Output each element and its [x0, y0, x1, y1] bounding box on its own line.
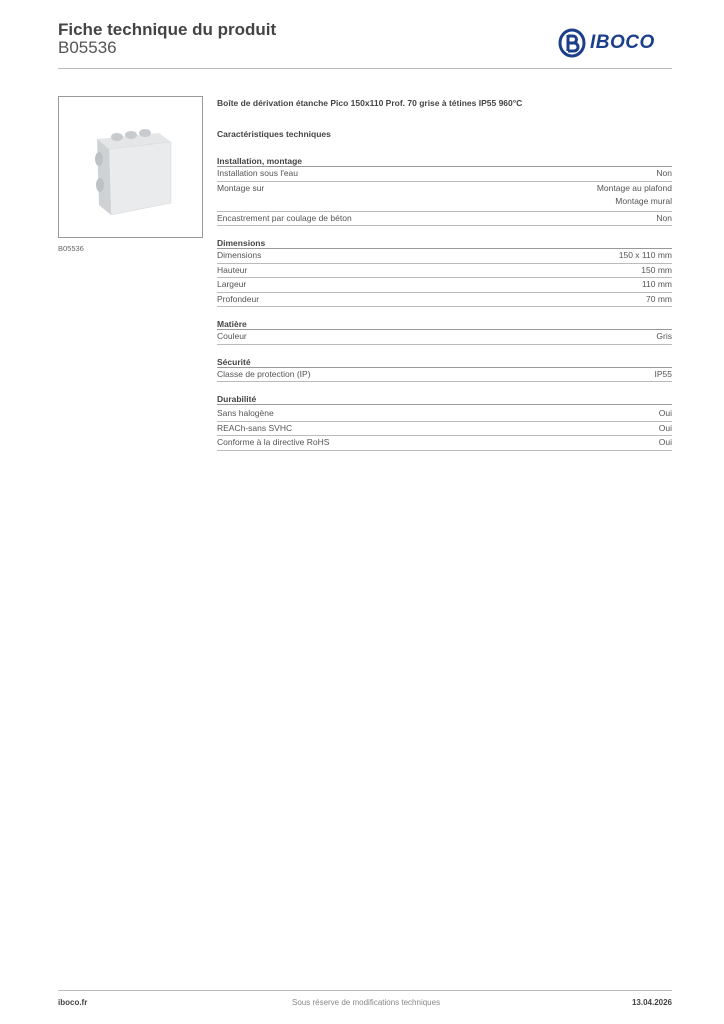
spec-label: Encastrement par coulage de béton: [217, 212, 352, 223]
product-image: [58, 96, 203, 238]
spec-value: 150 mm: [641, 264, 672, 275]
spec-label: REACh-sans SVHC: [217, 422, 293, 433]
spec-value: 70 mm: [646, 293, 672, 304]
spec-label: Montage sur: [217, 182, 265, 193]
spec-label: Dimensions: [217, 250, 262, 260]
spec-row: [217, 212, 672, 227]
spec-sheet: [217, 96, 672, 451]
spec-row: [217, 264, 672, 279]
spec-row: [217, 293, 672, 308]
image-caption: B05536: [58, 244, 84, 253]
product-title: Boîte de dérivation étanche Pico 150x110 Prof. 70 grise à tétines IP55 960°C: [217, 98, 523, 108]
section-title: Dimensions: [217, 237, 672, 249]
spec-value: 150 x 110 mm: [618, 250, 672, 260]
footer-note: Sous réserve de modifications techniques: [292, 998, 441, 1007]
product-code: B05536: [58, 38, 117, 57]
spec-value: Montage au plafond: [596, 182, 672, 193]
iboco-logo-icon: [558, 28, 586, 58]
footer-site-link[interactable]: iboco.fr: [58, 998, 88, 1007]
spec-label: Hauteur: [217, 264, 248, 275]
spec-row: [217, 422, 672, 437]
spec-value: Oui: [658, 422, 672, 433]
section-title: Sécurité: [217, 356, 672, 368]
spec-label: Classe de protection (IP): [217, 368, 311, 379]
spec-row: [217, 167, 672, 182]
spec-label: Couleur: [217, 331, 247, 341]
section-title: Durabilité: [217, 393, 672, 405]
spec-row: [217, 182, 672, 212]
spec-value: Oui: [658, 437, 672, 447]
spec-label: Conforme à la directive RoHS: [217, 437, 330, 447]
spec-row: [217, 330, 672, 345]
spec-row: [217, 368, 672, 383]
header-divider: [58, 68, 672, 69]
spec-label: Largeur: [217, 279, 247, 289]
spec-value: 110 mm: [641, 279, 672, 289]
section-title: Installation, montage: [217, 155, 672, 167]
spec-value: Non: [656, 212, 672, 223]
footer-divider: [58, 990, 672, 991]
section-title: Matière: [217, 318, 672, 330]
spec-value: Oui: [658, 408, 672, 418]
spec-value: Montage mural: [615, 196, 672, 206]
logo-text: IBOCO: [590, 32, 655, 53]
brand-logo: [558, 28, 655, 58]
spec-row: [217, 278, 672, 293]
spec-label: Profondeur: [217, 293, 260, 304]
spec-row: [217, 249, 672, 264]
spec-value: Non: [656, 168, 672, 178]
page-title: Fiche technique du produit: [58, 20, 277, 39]
characteristics-title: Caractéristiques techniques: [217, 129, 331, 139]
spec-value: IP55: [654, 368, 672, 379]
spec-label: Sans halogène: [217, 408, 274, 418]
spec-label: Installation sous l'eau: [217, 168, 299, 178]
footer-date: 13.04.2026: [631, 998, 672, 1007]
spec-value: Gris: [656, 331, 672, 341]
spec-row: [217, 436, 672, 451]
spec-row: [217, 407, 672, 422]
junction-box-image: [59, 97, 202, 237]
